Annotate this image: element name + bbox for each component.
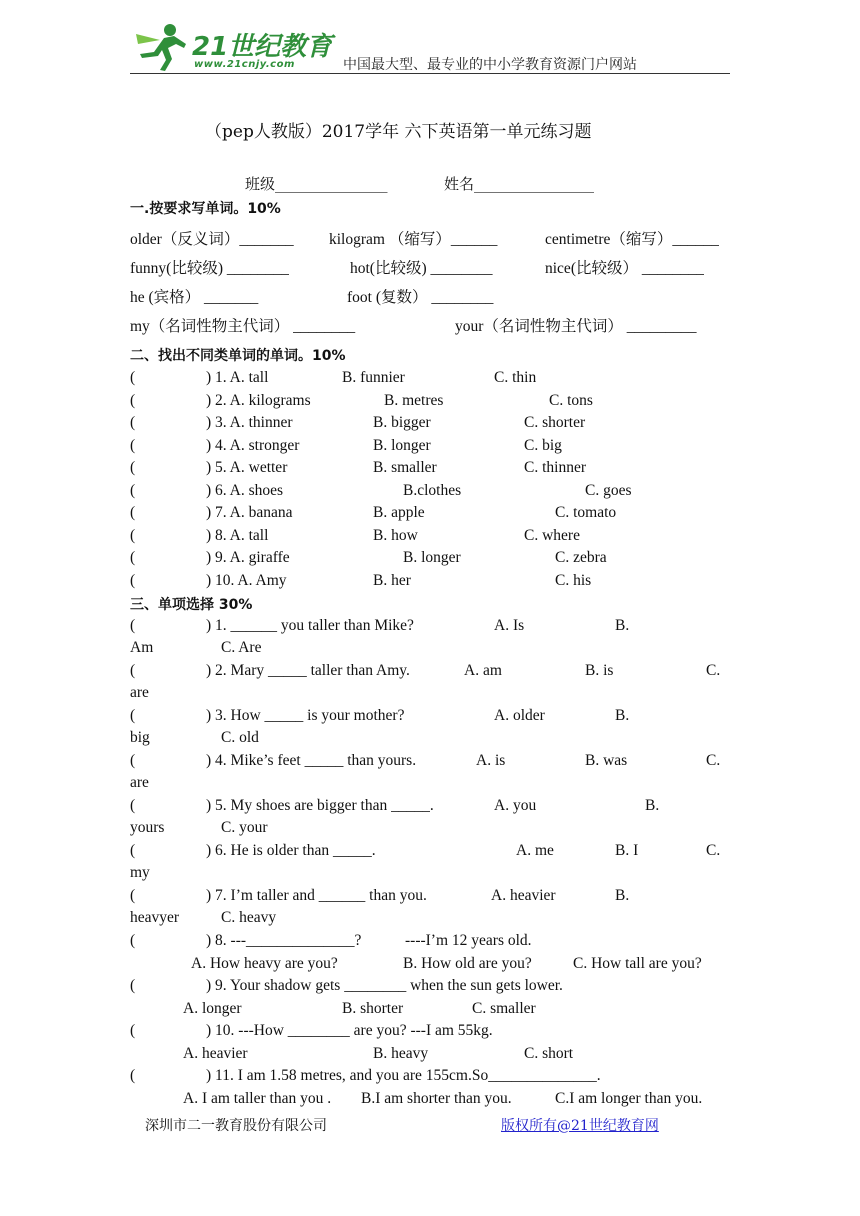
section-1-heading: 一.按要求写单词。10%	[130, 201, 281, 217]
header-slogan: 中国最大型、最专业的中小学教育资源门户网站	[343, 57, 637, 73]
s1-item: kilogram （缩写）______	[329, 231, 498, 248]
s1-item: foot (复数） ________	[347, 289, 494, 306]
class-field: 班级_______________	[245, 175, 388, 193]
section-3-heading: 三、单项选择 30%	[130, 597, 253, 613]
s1-item: hot(比较级) ________	[350, 260, 493, 277]
s1-item: centimetre（缩写）______	[545, 231, 719, 248]
site-logo	[130, 22, 333, 72]
section-2-heading: 二、找出不同类单词的单词。10%	[130, 348, 346, 364]
s1-item: nice(比较级） ________	[545, 260, 704, 277]
name-field: 姓名________________	[444, 175, 595, 193]
s1-item: older（反义词）_______	[130, 231, 294, 248]
logo-url: www.21cnjy.com	[194, 59, 295, 70]
s1-item: funny(比较级) ________	[130, 260, 289, 277]
s1-item: your（名词性物主代词） _________	[455, 318, 697, 335]
page-title: （pep人教版）2017学年 六下英语第一单元练习题	[205, 122, 592, 142]
footer-copyright-link[interactable]: 版权所有@21世纪教育网	[501, 1118, 659, 1134]
header-divider	[130, 73, 730, 74]
runner-logo-icon	[130, 22, 190, 72]
s1-item: he (宾格） _______	[130, 289, 259, 306]
s1-item: my（名词性物主代词） ________	[130, 318, 356, 335]
logo-text: 21世纪教育	[192, 32, 333, 62]
footer-company: 深圳市二一教育股份有限公司	[145, 1118, 327, 1134]
